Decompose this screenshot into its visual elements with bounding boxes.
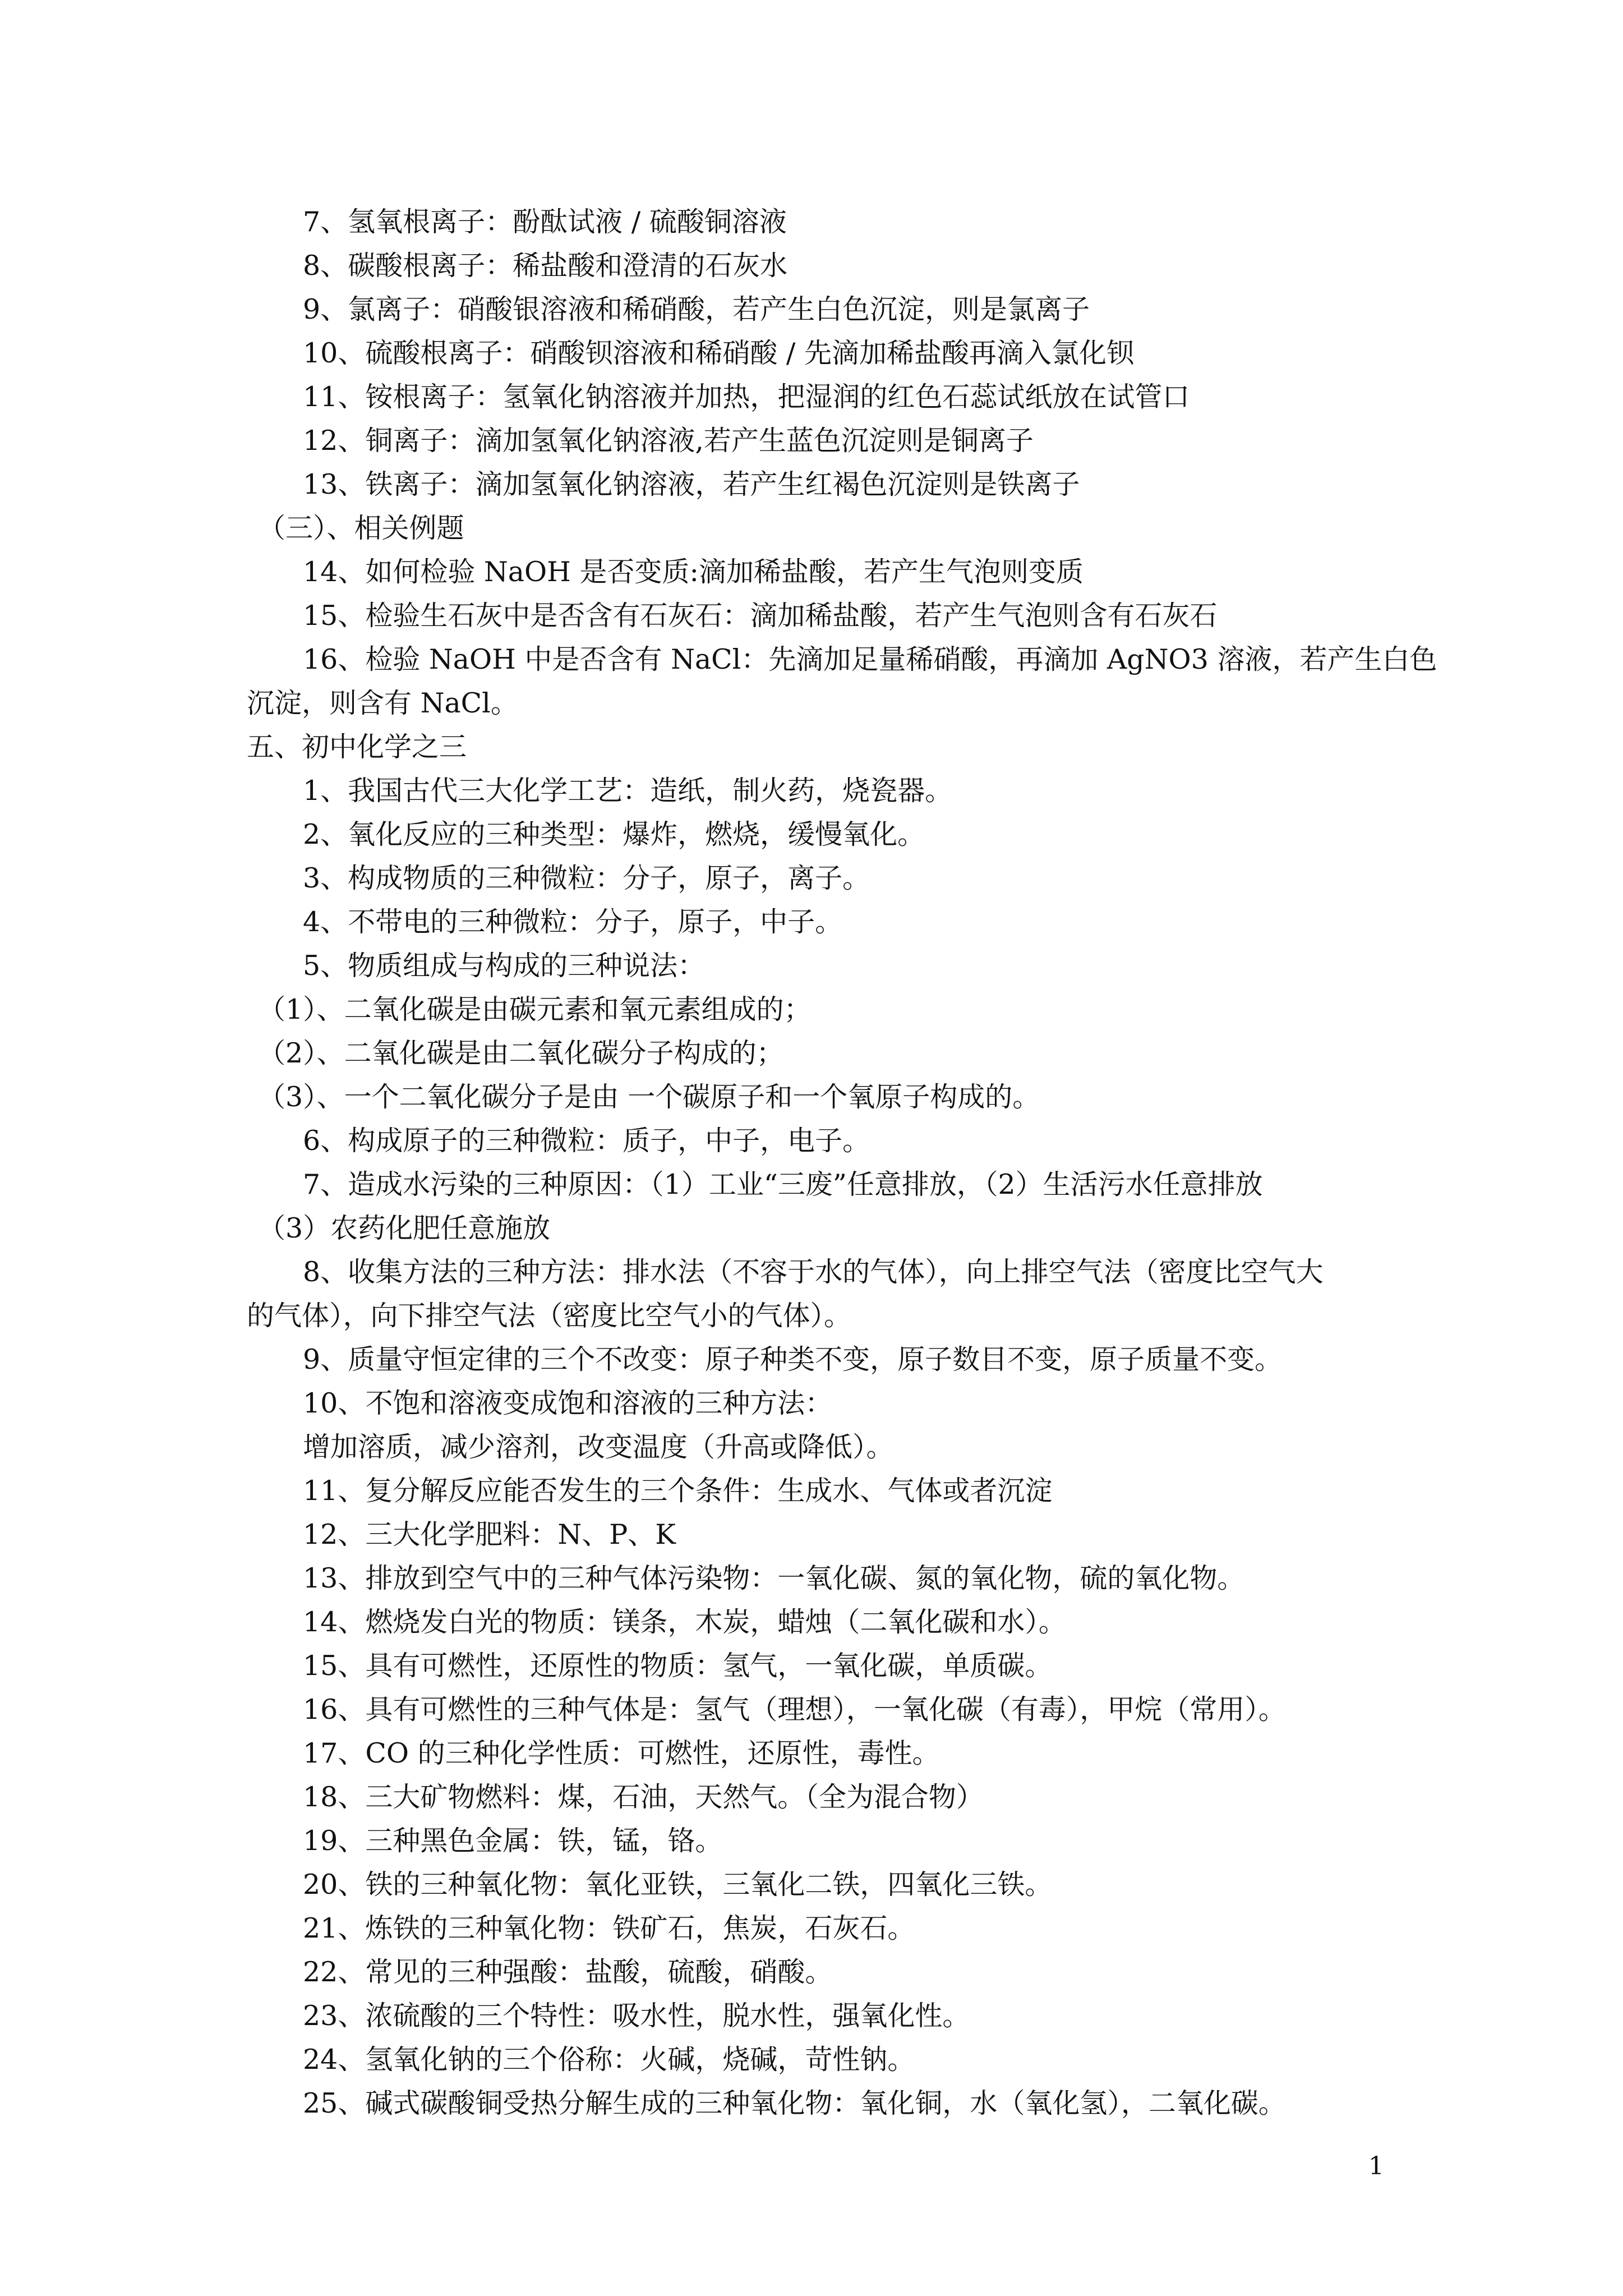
- text-line: （三）、相关例题: [258, 512, 464, 544]
- text-line: 的气体），向下排空气法（密度比空气小的气体）。: [247, 1300, 852, 1332]
- text-line: 15、检验生石灰中是否含有石灰石：滴加稀盐酸，若产生气泡则含有石灰石: [303, 600, 1218, 632]
- text-line: 9、质量守恒定律的三个不改变：原子种类不变，原子数目不变，原子质量不变。: [303, 1343, 1283, 1375]
- text-line: 2、氧化反应的三种类型：爆炸，燃烧，缓慢氧化。: [303, 818, 925, 850]
- text-line: 7、氢氧根离子：酚酞试液 / 硫酸铜溶液: [303, 206, 787, 238]
- document-body: [247, 200, 1437, 2125]
- text-line: 17、CO 的三种化学性质：可燃性，还原性，毒性。: [303, 1737, 940, 1769]
- text-line: 21、炼铁的三种氧化物：铁矿石，焦炭，石灰石。: [303, 1912, 915, 1944]
- text-line: 增加溶质，减少溶剂，改变温度（升高或降低）。: [303, 1431, 894, 1463]
- text-line: 14、燃烧发白光的物质：镁条，木炭，蜡烛（二氧化碳和水）。: [303, 1606, 1066, 1638]
- text-line: 12、铜离子：滴加氢氧化钠溶液,若产生蓝色沉淀则是铜离子: [303, 425, 1034, 457]
- text-line: 19、三种黑色金属：铁，锰，铬。: [303, 1825, 723, 1857]
- text-line: 13、铁离子：滴加氢氧化钠溶液，若产生红褐色沉淀则是铁离子: [303, 468, 1080, 500]
- text-line: 5、物质组成与构成的三种说法：: [303, 950, 706, 982]
- text-line: 7、造成水污染的三种原因：（1）工业“三废”任意排放，（2）生活污水任意排放: [303, 1168, 1263, 1200]
- text-line: 25、碱式碳酸铜受热分解生成的三种氧化物：氧化铜，水（氧化氢），二氧化碳。: [303, 2087, 1286, 2119]
- text-line: 8、收集方法的三种方法：排水法（不容于水的气体），向上排空气法（密度比空气大: [303, 1256, 1324, 1288]
- text-line: 12、三大化学肥料：N、P、K: [303, 1519, 676, 1550]
- text-line: 6、构成原子的三种微粒：质子，中子，电子。: [303, 1125, 870, 1157]
- text-line: 10、不饱和溶液变成饱和溶液的三种方法：: [303, 1387, 833, 1419]
- text-line: 9、氯离子：硝酸银溶液和稀硝酸，若产生白色沉淀，则是氯离子: [303, 293, 1090, 325]
- text-line: 10、硫酸根离子：硝酸钡溶液和稀硝酸 / 先滴加稀盐酸再滴入氯化钡: [303, 337, 1135, 369]
- text-line: 3、构成物质的三种微粒：分子，原子，离子。: [303, 862, 870, 894]
- page-number: 1: [1368, 2152, 1384, 2180]
- text-line: （1）、二氧化碳是由碳元素和氧元素组成的；: [258, 993, 811, 1025]
- text-line: 24、氢氧化钠的三个俗称：火碱，烧碱，苛性钠。: [303, 2044, 915, 2076]
- text-line: 11、复分解反应能否发生的三个条件：生成水、气体或者沉淀: [303, 1475, 1053, 1507]
- text-line: 1、我国古代三大化学工艺：造纸，制火药，烧瓷器。: [303, 775, 953, 807]
- text-line: （3）、一个二氧化碳分子是由 一个碳原子和一个氧原子构成的。: [258, 1081, 1040, 1113]
- text-line: （3）农药化肥任意施放: [258, 1212, 551, 1244]
- text-line: 16、检验 NaOH 中是否含有 NaCl：先滴加足量稀硝酸，再滴加 AgNO3 溶液，若产生白色: [303, 643, 1437, 675]
- text-line: 8、碳酸根离子：稀盐酸和澄清的石灰水: [303, 250, 788, 282]
- text-line: 4、不带电的三种微粒：分子，原子，中子。: [303, 906, 843, 938]
- text-line: 15、具有可燃性，还原性的物质：氢气，一氧化碳，单质碳。: [303, 1650, 1053, 1682]
- text-line: （2）、二氧化碳是由二氧化碳分子构成的；: [258, 1037, 784, 1069]
- text-line: 11、铵根离子：氢氧化钠溶液并加热，把湿润的红色石蕊试纸放在试管口: [303, 381, 1190, 413]
- text-line: 五、初中化学之三: [247, 731, 467, 763]
- text-line: 13、排放到空气中的三种气体污染物：一氧化碳、氮的氧化物，硫的氧化物。: [303, 1562, 1245, 1594]
- text-line: 18、三大矿物燃料：煤，石油，天然气。（全为混合物）: [303, 1781, 984, 1813]
- text-line: 14、如何检验 NaOH 是否变质:滴加稀盐酸，若产生气泡则变质: [303, 556, 1084, 588]
- text-line: 16、具有可燃性的三种气体是：氢气（理想），一氧化碳（有毒），甲烷（常用）。: [303, 1694, 1286, 1726]
- text-line: 20、铁的三种氧化物：氧化亚铁，三氧化二铁，四氧化三铁。: [303, 1869, 1053, 1901]
- text-line: 沉淀，则含有 NaCl。: [247, 687, 518, 719]
- text-line: 22、常见的三种强酸：盐酸，硫酸，硝酸。: [303, 1956, 833, 1988]
- text-line: 23、浓硫酸的三个特性：吸水性，脱水性，强氧化性。: [303, 2000, 970, 2032]
